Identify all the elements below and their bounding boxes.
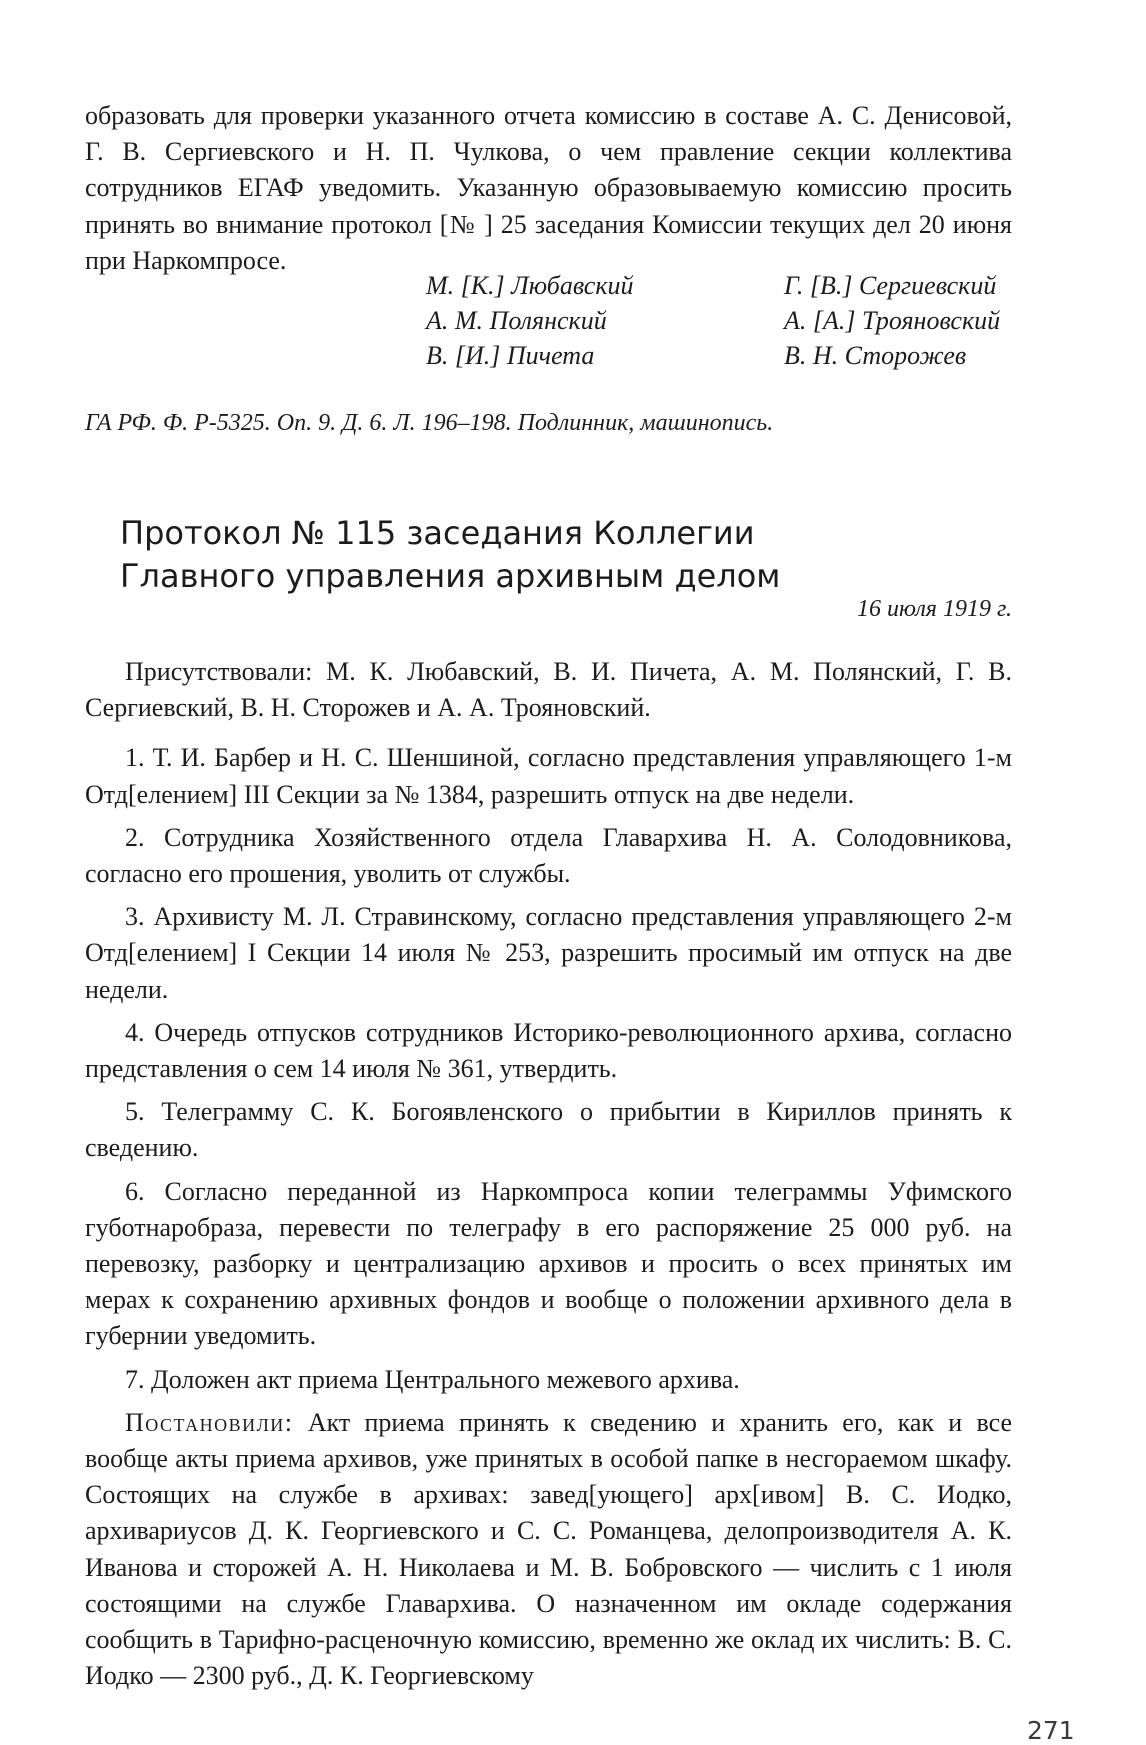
- resolution-paragraph: [85, 1405, 1012, 1695]
- signature-troyanovsky: А. [А.] Трояновский: [784, 306, 1001, 335]
- continuation-paragraph: образовать для проверки указанного отчета комиссию в составе А. С. Денисовой, Г. В. Сергиевского и Н. П. Чулкова, о чем правление секции коллектива сотрудников ЕГАФ уведомить. Указанную образовываемую комиссию просить принять во внимание протокол [№ ] 25 заседания Комиссии текущих дел 20 июня при Наркомпросе.: [85, 101, 1012, 275]
- page-number: 271: [1027, 1716, 1075, 1745]
- protocol-body: [85, 654, 1012, 1694]
- signatures-block: [426, 268, 1000, 373]
- heading-line-1: Протокол № 115 заседания Коллегии: [120, 514, 755, 552]
- signature-row: [426, 338, 1000, 373]
- present-paragraph: Присутствовали: М. К. Любавский, В. И. Пичета, А. М. Полянский, Г. В. Сергиевский, В. Н. Сторожев и А. А. Трояновский.: [85, 657, 1012, 723]
- signature-row: [426, 268, 1000, 303]
- item-7: 7. Доложен акт приема Центрального межевого архива.: [125, 1364, 740, 1394]
- resolution-text: Акт приема принять к сведению и хранить его, как и все вообще акты приема архивов, уже принятых в особой папке в несгораемом шкафу. Состоящих на службе в архивах: завед[ующего] арх[ивом] В. С. Иодко, архивариусов Д. К. Георгиевского и С. С. Романцева, делопроизводителя А. К. Иванова и сторожей А. Н. Николаева и М. В. Бобровского — числить с 1 июля состоящими на службе Главархива. О назначенном им окладе содержания сообщить в Тарифно-расценочную комиссию, временно же оклад их числить: В. С. Иодко — 2300 руб., Д. К. Георгиевскому: [85, 1407, 1012, 1691]
- signature-polyansky: А. М. Полянский: [426, 306, 607, 335]
- signature-row: [426, 303, 1000, 338]
- signature-lyubavsky: М. [К.] Любавский: [426, 271, 634, 300]
- resolution-label: Постановили:: [125, 1407, 294, 1437]
- item-4: 4. Очередь отпусков сотрудников Историко-революционного архива, согласно представления о сем 14 июля № 361, утвердить.: [85, 1017, 1012, 1084]
- item-6: 6. Согласно переданной из Наркомпроса копии телеграммы Уфимского губотнаробраза, перевести по телеграфу в его распоряжение 25 000 руб. на перевозку, разборку и централизацию архивов и просить о всех принятых им мерах к сохранению архивных фондов и вообще о положении архивного дела в губернии уведомить.: [85, 1176, 1012, 1351]
- archival-source-reference: ГА РФ. Ф. Р-5325. Оп. 9. Д. 6. Л. 196–198. Подлинник, машинопись.: [85, 410, 774, 436]
- item-2: 2. Сотрудника Хозяйственного отдела Главархива Н. А. Солодовникова, согласно его прошения, уволить от службы.: [85, 822, 1012, 889]
- signature-sergievsky: Г. [В.] Сергиевский: [784, 271, 997, 300]
- item-1: 1. Т. И. Барбер и Н. С. Шеншиной, согласно представления управляющего 1-м Отд[елением] III Секции за № 1384, разрешить отпуск на две недели.: [85, 743, 1012, 809]
- protocol-heading: [120, 512, 780, 598]
- heading-line-2: Главного управления архивным делом: [120, 557, 781, 595]
- item-5: 5. Телеграмму С. К. Богоявленского о прибытии в Кириллов принять к сведению.: [85, 1097, 1012, 1163]
- protocol-date: 16 июля 1919 г.: [857, 596, 1012, 622]
- signature-storozhev: В. Н. Сторожев: [784, 341, 967, 370]
- item-3: 3. Архивисту М. Л. Стравинскому, согласно представления управляющего 2-м Отд[елением] I Секции 14 июля № 253, разрешить просимый им отпуск на две недели.: [85, 902, 1012, 1004]
- continuation-paragraph-block: [85, 98, 1012, 279]
- signature-picheta: В. [И.] Пичета: [426, 341, 595, 370]
